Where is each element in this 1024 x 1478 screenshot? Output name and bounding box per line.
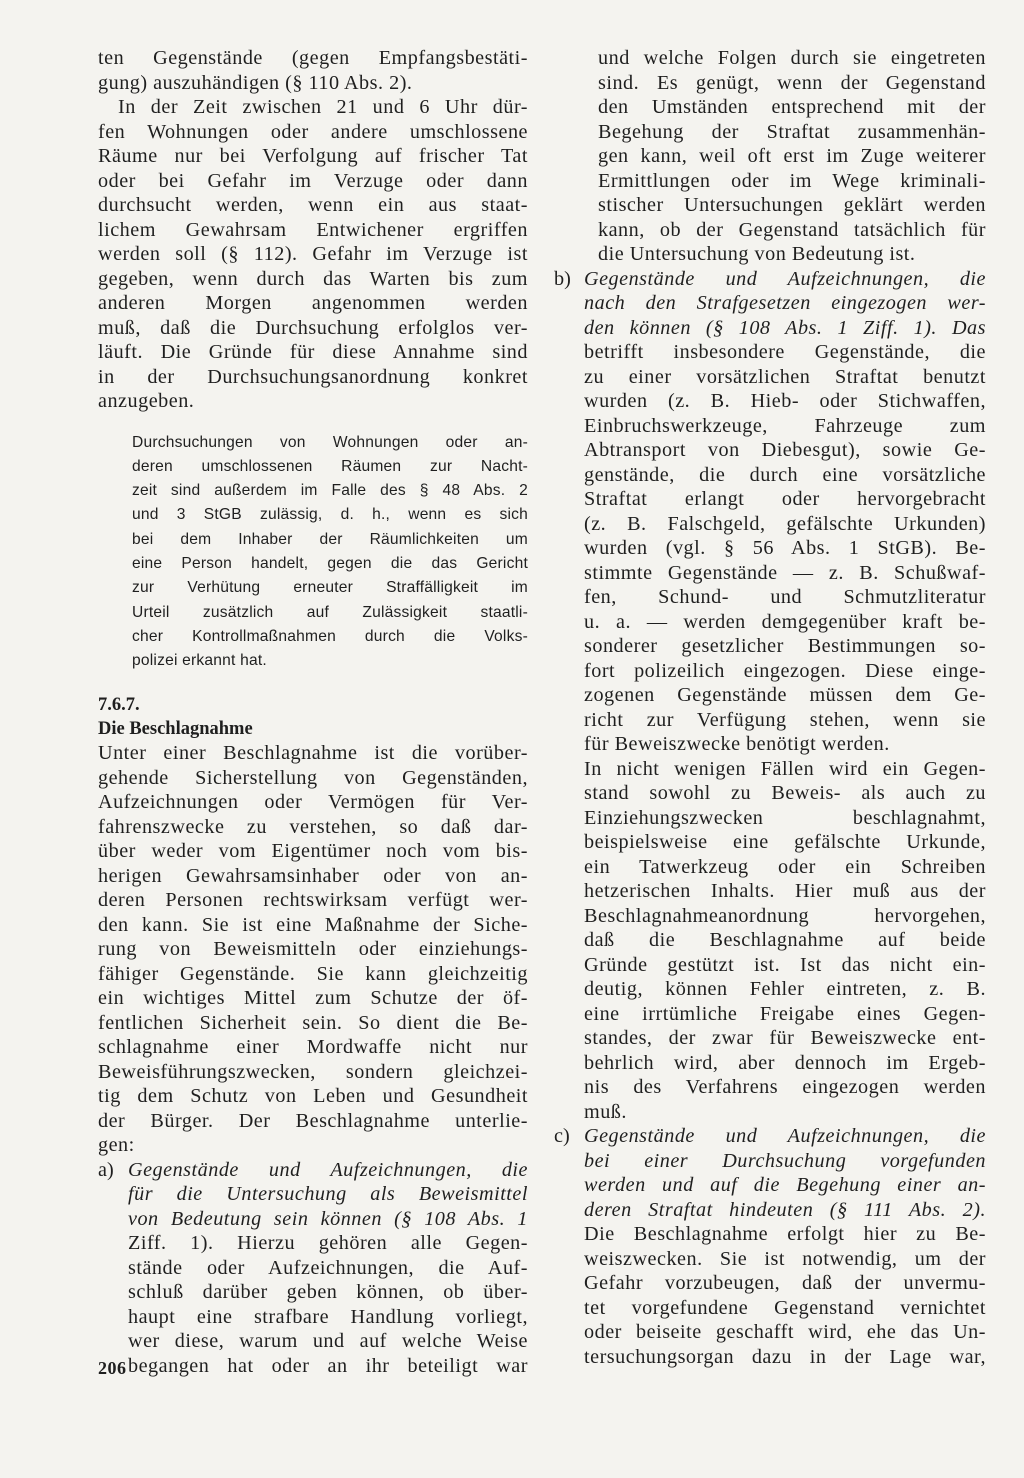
note-line: Durchsuchungen von Wohnungen oder an- xyxy=(132,433,528,451)
note-line: und 3 StGB zulässig, d. h., wenn es sich xyxy=(132,506,528,524)
text-line: gehende Sicherstellung von Gegenständen, xyxy=(98,766,528,789)
text-line: wurden (vgl. § 56 Abs. 1 StGB). Be- xyxy=(584,537,986,559)
text-line: Gefahr vorzubeugen, daß der unvermu- xyxy=(584,1272,986,1294)
text-line: Gründe gestützt ist. Ist das nicht ein- xyxy=(584,953,986,976)
paragraph xyxy=(98,95,528,414)
list-item-a xyxy=(98,1158,528,1379)
text-line: wurden (z. B. Hieb- oder Stichwaffen, xyxy=(584,390,986,412)
text-line: der Bürger. Der Beschlagnahme unterlie- xyxy=(98,1109,528,1132)
text-line: zu einer vorsätzlichen Straftat benutzt xyxy=(584,365,986,388)
text-line: stand sowohl zu Beweis- als auch zu xyxy=(584,782,986,804)
paragraph xyxy=(98,46,528,95)
text-line: fen, Schund- und Schmutzliteratur xyxy=(584,586,986,608)
text-line: nach den Strafgesetzen eingezogen wer- xyxy=(584,292,986,314)
note-line: bei dem Inhaber der Räumlichkeiten um xyxy=(132,530,528,548)
text-line: deren Personen rechtswirksam verfügt wer- xyxy=(98,889,528,912)
text-line: Straftat erlangt oder hervorgebracht xyxy=(584,488,986,510)
text-line: fen Wohnungen oder andere umschlossene xyxy=(98,120,528,143)
text-line: gen: xyxy=(98,1134,135,1157)
text-line: daß die Beschlagnahme auf beide xyxy=(584,929,986,951)
text-line: über weder vom Eigentümer noch vom bis- xyxy=(98,840,528,863)
paragraph xyxy=(98,741,528,1158)
text-line: gung) auszuhändigen (§ 110 Abs. 2). xyxy=(98,71,413,94)
left-column xyxy=(98,46,528,1378)
small-print-note xyxy=(98,431,528,674)
text-line: anzugeben. xyxy=(98,390,195,412)
text-line: (z. B. Falschgeld, gefälschte Urkunden) xyxy=(584,512,986,535)
text-line: stände oder Aufzeichnungen, die Auf- xyxy=(128,1256,528,1279)
text-line: oder bei Gefahr im Verzuge oder dann xyxy=(98,169,528,192)
text-line: stimmte Gegenstände — z. B. Schußwaf- xyxy=(584,561,986,584)
text-line: gen kann, weil oft erst im Zuge weiterer xyxy=(598,145,986,167)
text-line: fort polizeilich eingezogen. Diese einge- xyxy=(584,659,986,682)
text-line: In der Zeit zwischen 21 und 6 Uhr dür- xyxy=(118,96,528,118)
text-line: schluß darüber geben können, ob über- xyxy=(128,1281,528,1304)
text-line: oder beiseite geschafft wird, ehe das Un- xyxy=(584,1321,986,1343)
text-line: haupt eine strafbare Handlung vorliegt, xyxy=(128,1305,528,1328)
note-line: cher Kontrollmaßnahmen durch die Volks- xyxy=(132,627,528,645)
text-line: sonderer gesetzlicher Bestimmungen so- xyxy=(584,635,986,657)
section-number: 7.6.7. xyxy=(98,695,140,716)
text-line: u. a. — werden demgegenüber kraft be- xyxy=(584,610,986,633)
text-line: werden soll (§ 112). Gefahr im Verzuge ist xyxy=(98,243,528,265)
text-line: ein Tatwerkzeug oder ein Schreiben xyxy=(584,855,986,878)
text-line: beispielsweise eine gefälschte Urkunde, xyxy=(584,831,986,853)
text-line: werden und auf die Begehung einer an- xyxy=(584,1174,986,1196)
text-line: zogenen Gegenstände müssen dem Ge- xyxy=(584,684,986,706)
text-line: wer diese, warum und auf welche Weise xyxy=(128,1330,528,1353)
text-line: herigen Gewahrsamsinhaber oder von an- xyxy=(98,864,528,887)
text-line: ein wichtiges Mittel zum Schutze der öf- xyxy=(98,987,528,1010)
section-title: Die Beschlagnahme xyxy=(98,719,253,740)
list-item-b xyxy=(554,267,986,1125)
text-line: ten Gegenstände (gegen Empfangsbestäti- xyxy=(98,47,528,69)
text-line: schlagnahme einer Mordwaffe nicht nur xyxy=(98,1036,528,1059)
text-line: den Umständen entsprechend mit der xyxy=(598,96,986,118)
text-line: Aufzeichnungen oder Vermögen für Ver- xyxy=(98,791,528,814)
text-line: für Beweiszwecke benötigt werden. xyxy=(584,733,890,755)
text-line: rung von Beweismitteln oder einziehungs- xyxy=(98,938,528,961)
text-line: muß. xyxy=(584,1100,627,1123)
text-line: Einbruchswerkzeuge, Fahrzeuge zum xyxy=(584,414,986,437)
text-line: Beschlagnahmeanordnung hervorgehen, xyxy=(584,904,986,927)
text-line: den können (§ 108 Abs. 1 Ziff. 1). Das xyxy=(584,316,986,339)
note-line: zur Verhütung erneuter Straffälligkeit im xyxy=(132,579,528,597)
list-item-c xyxy=(554,1124,986,1369)
text-line: Die Beschlagnahme erfolgt hier zu Be- xyxy=(584,1223,986,1245)
text-line: fentlichen Sicherheit sein. So dient die Be- xyxy=(98,1011,528,1034)
text-line: Ermittlungen oder im Wege kriminali- xyxy=(598,169,986,192)
text-line: Gegenstände und Aufzeichnungen, die xyxy=(128,1158,528,1181)
text-line: gegeben, wenn durch das Warten bis zum xyxy=(98,267,528,290)
text-line: in der Durchsuchungsanordnung konkret xyxy=(98,365,528,388)
text-line: läuft. Die Gründe für diese Annahme sind xyxy=(98,341,528,363)
text-line: sind. Es genügt, wenn der Gegenstand xyxy=(598,71,986,94)
text-line: Beweisführungszwecken, sondern gleichzei- xyxy=(98,1060,528,1083)
text-line: eine irrtümliche Freigabe eines Gegen- xyxy=(584,1002,986,1025)
text-line: Abtransport von Diebesgut), sowie Ge- xyxy=(584,439,986,461)
text-line: begangen hat oder an ihr beteiligt war xyxy=(128,1354,528,1377)
note-line: deren umschlossenen Räumen zur Nacht- xyxy=(132,457,528,475)
list-marker: c) xyxy=(554,1125,570,1147)
text-line: genstände, die durch eine vorsätzliche xyxy=(584,463,986,486)
text-line: deutig, können Fehler eintreten, z. B. xyxy=(584,978,986,1000)
text-line: den kann. Sie ist eine Maßnahme der Siche- xyxy=(98,913,528,936)
text-line: für die Untersuchung als Beweismittel xyxy=(128,1183,528,1206)
text-line: richt zur Verfügung stehen, wenn sie xyxy=(584,708,986,731)
text-line: anderen Morgen angenommen werden xyxy=(98,292,528,314)
text-line: Begehung der Straftat zusammenhän- xyxy=(598,120,986,143)
text-line: hetzerischen Inhalts. Hier muß aus der xyxy=(584,880,986,902)
page-number: 206 xyxy=(98,1358,127,1378)
text-line: tet vorgefundene Gegenstand vernichtet xyxy=(584,1296,986,1319)
text-line: durchsucht werden, wenn ein aus staat- xyxy=(98,194,528,216)
list-item-a-continued xyxy=(568,46,986,267)
note-line: eine Person handelt, gegen die das Gericht xyxy=(132,554,528,572)
text-line: tersuchungsorgan dazu in der Lage war, xyxy=(584,1345,986,1368)
note-line: Urteil zusätzlich auf Zulässigkeit staatli- xyxy=(132,603,528,621)
text-line: behrlich wird, aber dennoch im Ergeb- xyxy=(584,1051,986,1074)
text-line: von Bedeutung sein können (§ 108 Abs. 1 xyxy=(128,1207,528,1230)
note-line: polizei erkannt hat. xyxy=(132,652,267,670)
text-line: kann, ob der Gegenstand tatsächlich für xyxy=(598,218,986,241)
text-line: tig dem Schutz von Leben und Gesundheit xyxy=(98,1085,528,1108)
text-line: standes, der zwar für Beweiszwecke ent- xyxy=(584,1027,986,1049)
text-line: nis des Verfahrens eingezogen werden xyxy=(584,1076,986,1098)
text-line: Einziehungszwecken beschlagnahmt, xyxy=(584,806,986,829)
text-line: stischer Untersuchungen geklärt werden xyxy=(598,194,986,216)
text-line: die Untersuchung von Bedeutung ist. xyxy=(598,243,916,265)
text-line: fähiger Gegenstände. Sie kann gleichzeitig xyxy=(98,962,528,985)
text-line: betrifft insbesondere Gegenstände, die xyxy=(584,341,986,363)
list-marker: a) xyxy=(98,1158,114,1181)
right-column xyxy=(554,46,986,1369)
text-line: fahrenszwecke zu verstehen, so daß dar- xyxy=(98,815,528,838)
text-line: Gegenstände und Aufzeichnungen, die xyxy=(584,267,986,290)
text-line: und welche Folgen durch sie eingetreten xyxy=(598,47,986,69)
text-line: Ziff. 1). Hierzu gehören alle Gegen- xyxy=(128,1232,528,1255)
list-marker: b) xyxy=(554,267,571,290)
note-line: zeit sind außerdem im Falle des § 48 Abs. 2 xyxy=(132,482,528,500)
text-line: Räume nur bei Verfolgung auf frischer Tat xyxy=(98,145,528,167)
text-line: weiszwecken. Sie ist notwendig, um der xyxy=(584,1247,986,1270)
text-line: muß, daß die Durchsuchung erfolglos ver- xyxy=(98,316,528,339)
text-line: lichem Gewahrsam Entwichener ergriffen xyxy=(98,218,528,241)
text-line: bei einer Durchsuchung vorgefunden xyxy=(584,1149,986,1172)
text-line: In nicht wenigen Fällen wird ein Gegen- xyxy=(584,757,986,780)
text-line: Unter einer Beschlagnahme ist die vorüber- xyxy=(98,742,528,765)
text-line: deren Straftat hindeuten (§ 111 Abs. 2). xyxy=(584,1198,986,1221)
text-line: Gegenstände und Aufzeichnungen, die xyxy=(584,1125,986,1147)
